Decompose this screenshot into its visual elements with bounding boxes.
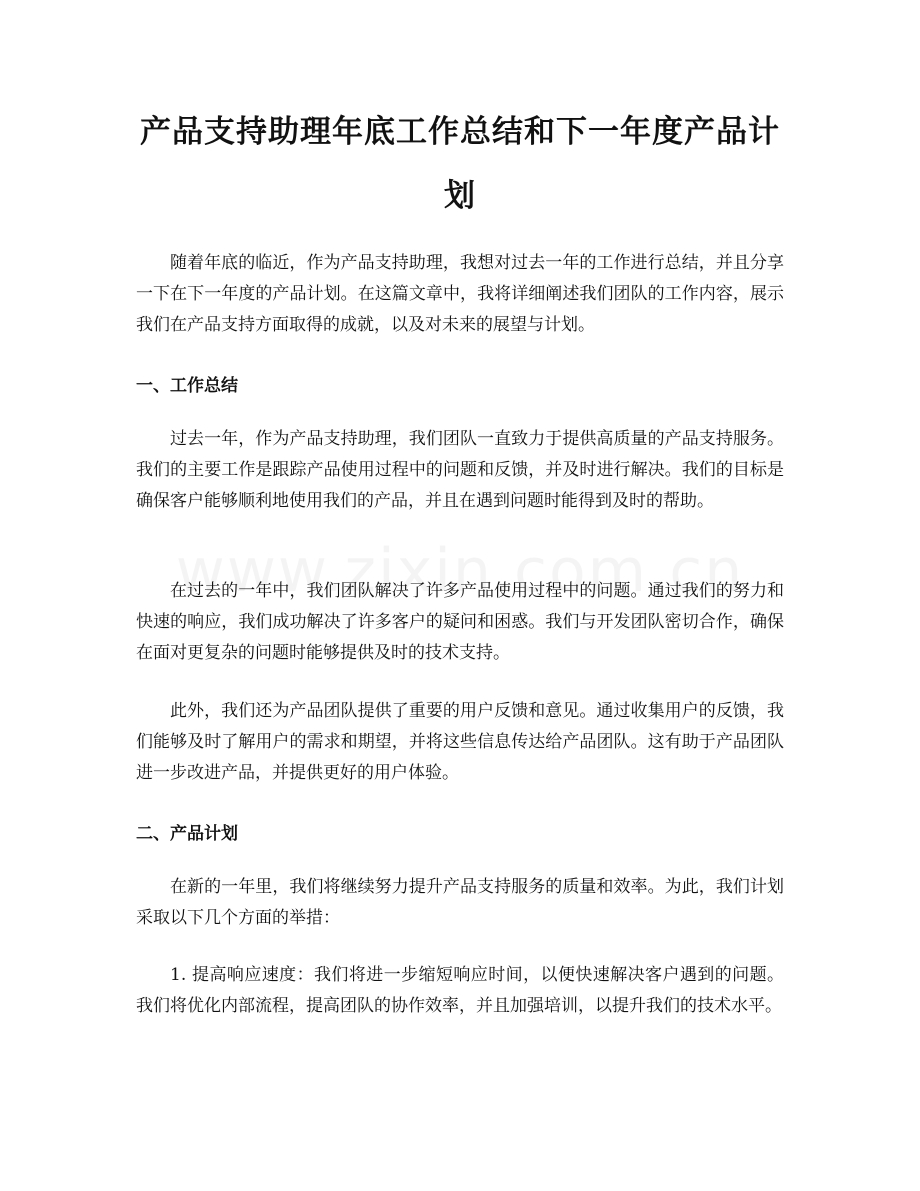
intro-paragraph: 随着年底的临近，作为产品支持助理，我想对过去一年的工作进行总结，并且分享一下在下一年度的产品计划。在这篇文章中，我将详细阐述我们团队的工作内容，展示我们在产品支持方面取得的成就，以及对未来的展望与计划。: [136, 253, 784, 335]
plan-list-item-1: 1. 提高响应速度：我们将进一步缩短响应时间，以便快速解决客户遇到的问题。我们将优化内部流程，提高团队的协作效率，并且加强培训，以提升我们的技术水平。: [136, 965, 784, 1016]
document-title: 产品支持助理年底工作总结和下一年度产品计划: [140, 114, 780, 214]
summary-paragraph-3: 此外，我们还为产品团队提供了重要的用户反馈和意见。通过收集用户的反馈，我们能够及时了解用户的需求和期望，并将这些信息传达给产品团队。这有助于产品团队进一步改进产品，并提供更好的用户体验。: [136, 701, 784, 783]
summary-paragraph-2: 在过去的一年中，我们团队解决了许多产品使用过程中的问题。通过我们的努力和快速的响应，我们成功解决了许多客户的疑问和困惑。我们与开发团队密切合作，确保在面对更复杂的问题时能够提供及时的技术支持。: [136, 581, 784, 663]
plan-paragraph-1: 在新的一年里，我们将继续努力提升产品支持服务的质量和效率。为此，我们计划采取以下几个方面的举措：: [136, 877, 784, 928]
summary-paragraph-1: 过去一年，作为产品支持助理，我们团队一直致力于提供高质量的产品支持服务。我们的主要工作是跟踪产品使用过程中的问题和反馈，并及时进行解决。我们的目标是确保客户能够顺利地使用我们的产品，并且在遇到问题时能得到及时的帮助。: [136, 429, 784, 511]
section-heading-product-plan: 二、产品计划: [136, 824, 238, 844]
section-heading-work-summary: 一、工作总结: [136, 376, 238, 396]
